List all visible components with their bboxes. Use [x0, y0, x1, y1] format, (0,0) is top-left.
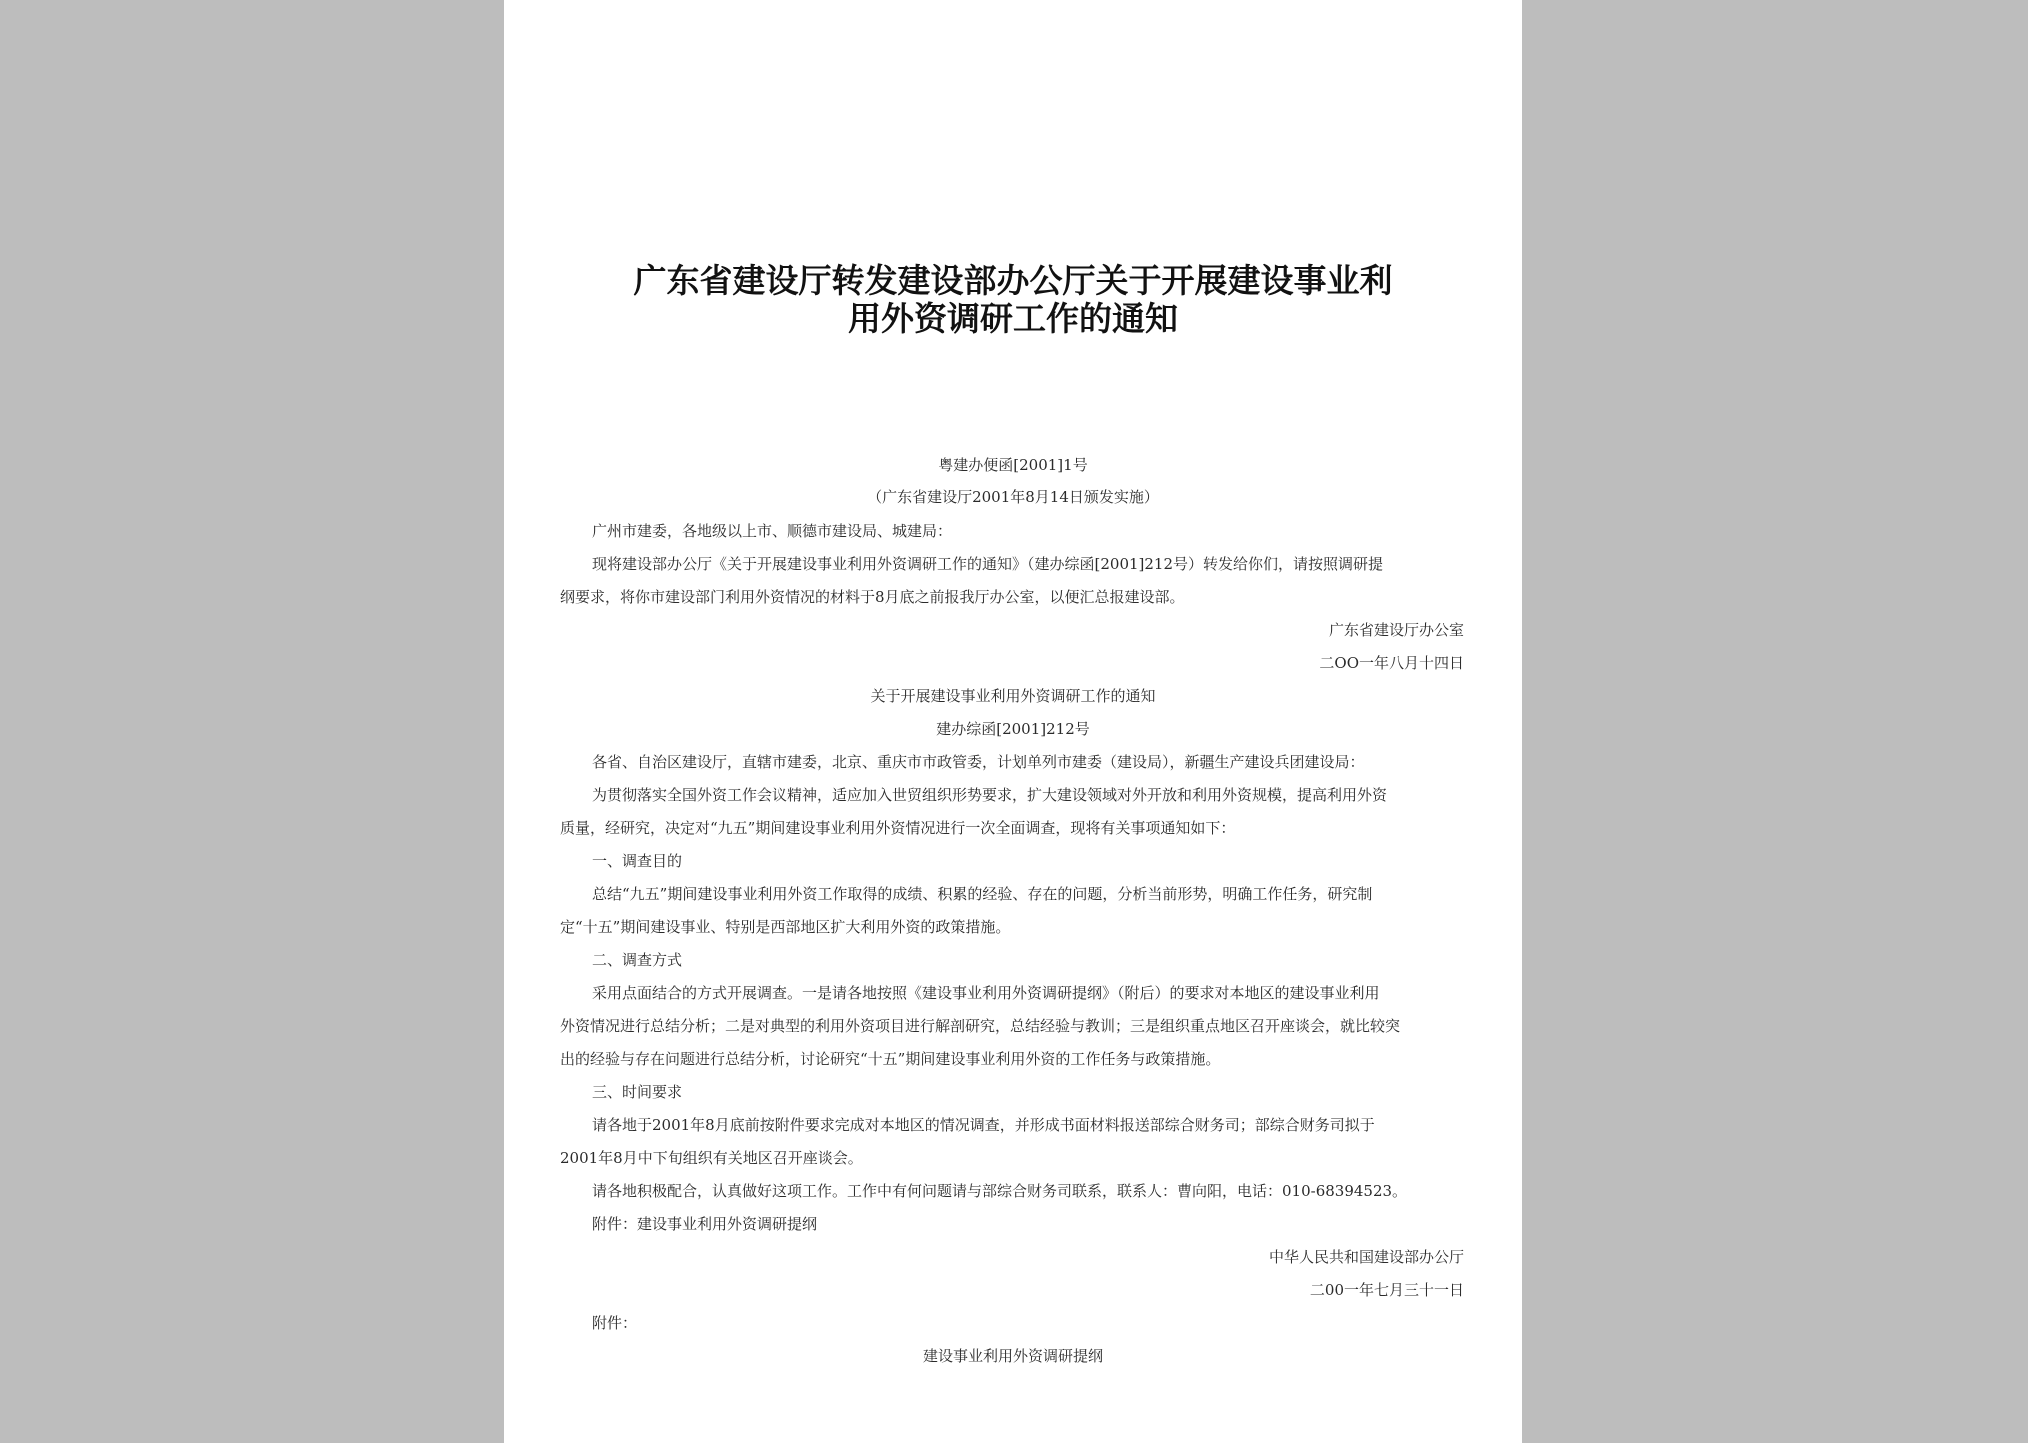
section-2-line-3: 出的经验与存在问题进行总结分析，讨论研究“十五”期间建设事业利用外资的工作任务与政策措施。	[560, 1050, 1221, 1068]
section-1-heading: 一、调查目的	[592, 852, 683, 870]
sub-title: 关于开展建设事业利用外资调研工作的通知	[870, 687, 1156, 705]
title-line-1: 广东省建设厅转发建设部办公厅关于开展建设事业利	[633, 261, 1393, 300]
contact-line: 请各地积极配合，认真做好这项工作。工作中有何问题请与部综合财务司联系，联系人：曹向阳，电话：010-68394523。	[592, 1182, 1408, 1200]
attachment-title: 建设事业利用外资调研提纲	[922, 1347, 1103, 1365]
title-line-2: 用外资调研工作的通知	[848, 299, 1178, 338]
section-1-line-2: 定“十五”期间建设事业、特别是西部地区扩大利用外资的政策措施。	[560, 918, 1011, 936]
section-2-line-2: 外资情况进行总结分析；二是对典型的利用外资项目进行解剖研究，总结经验与教训；三是组织重点地区召开座谈会，就比较突	[560, 1017, 1401, 1035]
sub-number: 建办综函[2001]212号	[936, 720, 1090, 738]
date-1: 二OO一年八月十四日	[1319, 654, 1464, 672]
section-1-line-1: 总结“九五”期间建设事业利用外资工作取得的成绩、积累的经验、存在的问题，分析当前形势，明确工作任务，研究制	[592, 885, 1373, 903]
intro-line-2: 质量，经研究，决定对“九五”期间建设事业利用外资情况进行一次全面调查，现将有关事项通知如下：	[560, 819, 1236, 837]
doc-number: 粤建办便函[2001]1号	[938, 456, 1088, 474]
section-3-heading: 三、时间要求	[592, 1083, 683, 1101]
sender-2: 中华人民共和国建设部办公厅	[1268, 1248, 1464, 1266]
section-3-line-1: 请各地于2001年8月底前按附件要求完成对本地区的情况调查，并形成书面材料报送部综合财务司；部综合财务司拟于	[592, 1116, 1375, 1134]
addressees: 广州市建委，各地级以上市、顺德市建设局、城建局：	[592, 522, 953, 540]
attachment-label: 附件：	[592, 1314, 638, 1332]
date-2: 二00一年七月三十一日	[1309, 1281, 1464, 1299]
intro-line-1: 为贯彻落实全国外资工作会议精神，适应加入世贸组织形势要求，扩大建设领域对外开放和利用外资规模，提高利用外资	[592, 786, 1388, 804]
section-2-heading: 二、调查方式	[592, 951, 683, 969]
attachment-reference: 附件：建设事业利用外资调研提纲	[592, 1215, 818, 1233]
body-line-1: 现将建设部办公厅《关于开展建设事业利用外资调研工作的通知》（建办综函[2001]212号）转发给你们，请按照调研提	[592, 555, 1384, 573]
document-page	[504, 0, 1522, 1443]
sub-addressees: 各省、自治区建设厅，直辖市建委，北京、重庆市市政管委，计划单列市建委（建设局），新疆生产建设兵团建设局：	[592, 753, 1365, 771]
body-line-2: 纲要求，将你市建设部门利用外资情况的材料于8月底之前报我厅办公室，以便汇总报建设部。	[560, 588, 1185, 606]
document-title	[504, 262, 1522, 338]
section-2-line-1: 采用点面结合的方式开展调查。一是请各地按照《建设事业利用外资调研提纲》（附后）的要求对本地区的建设事业利用	[592, 984, 1380, 1002]
sender-1: 广东省建设厅办公室	[1328, 621, 1464, 639]
section-3-line-2: 2001年8月中下旬组织有关地区召开座谈会。	[560, 1149, 863, 1167]
issued-note: （广东省建设厅2001年8月14日颁发实施）	[867, 488, 1159, 506]
